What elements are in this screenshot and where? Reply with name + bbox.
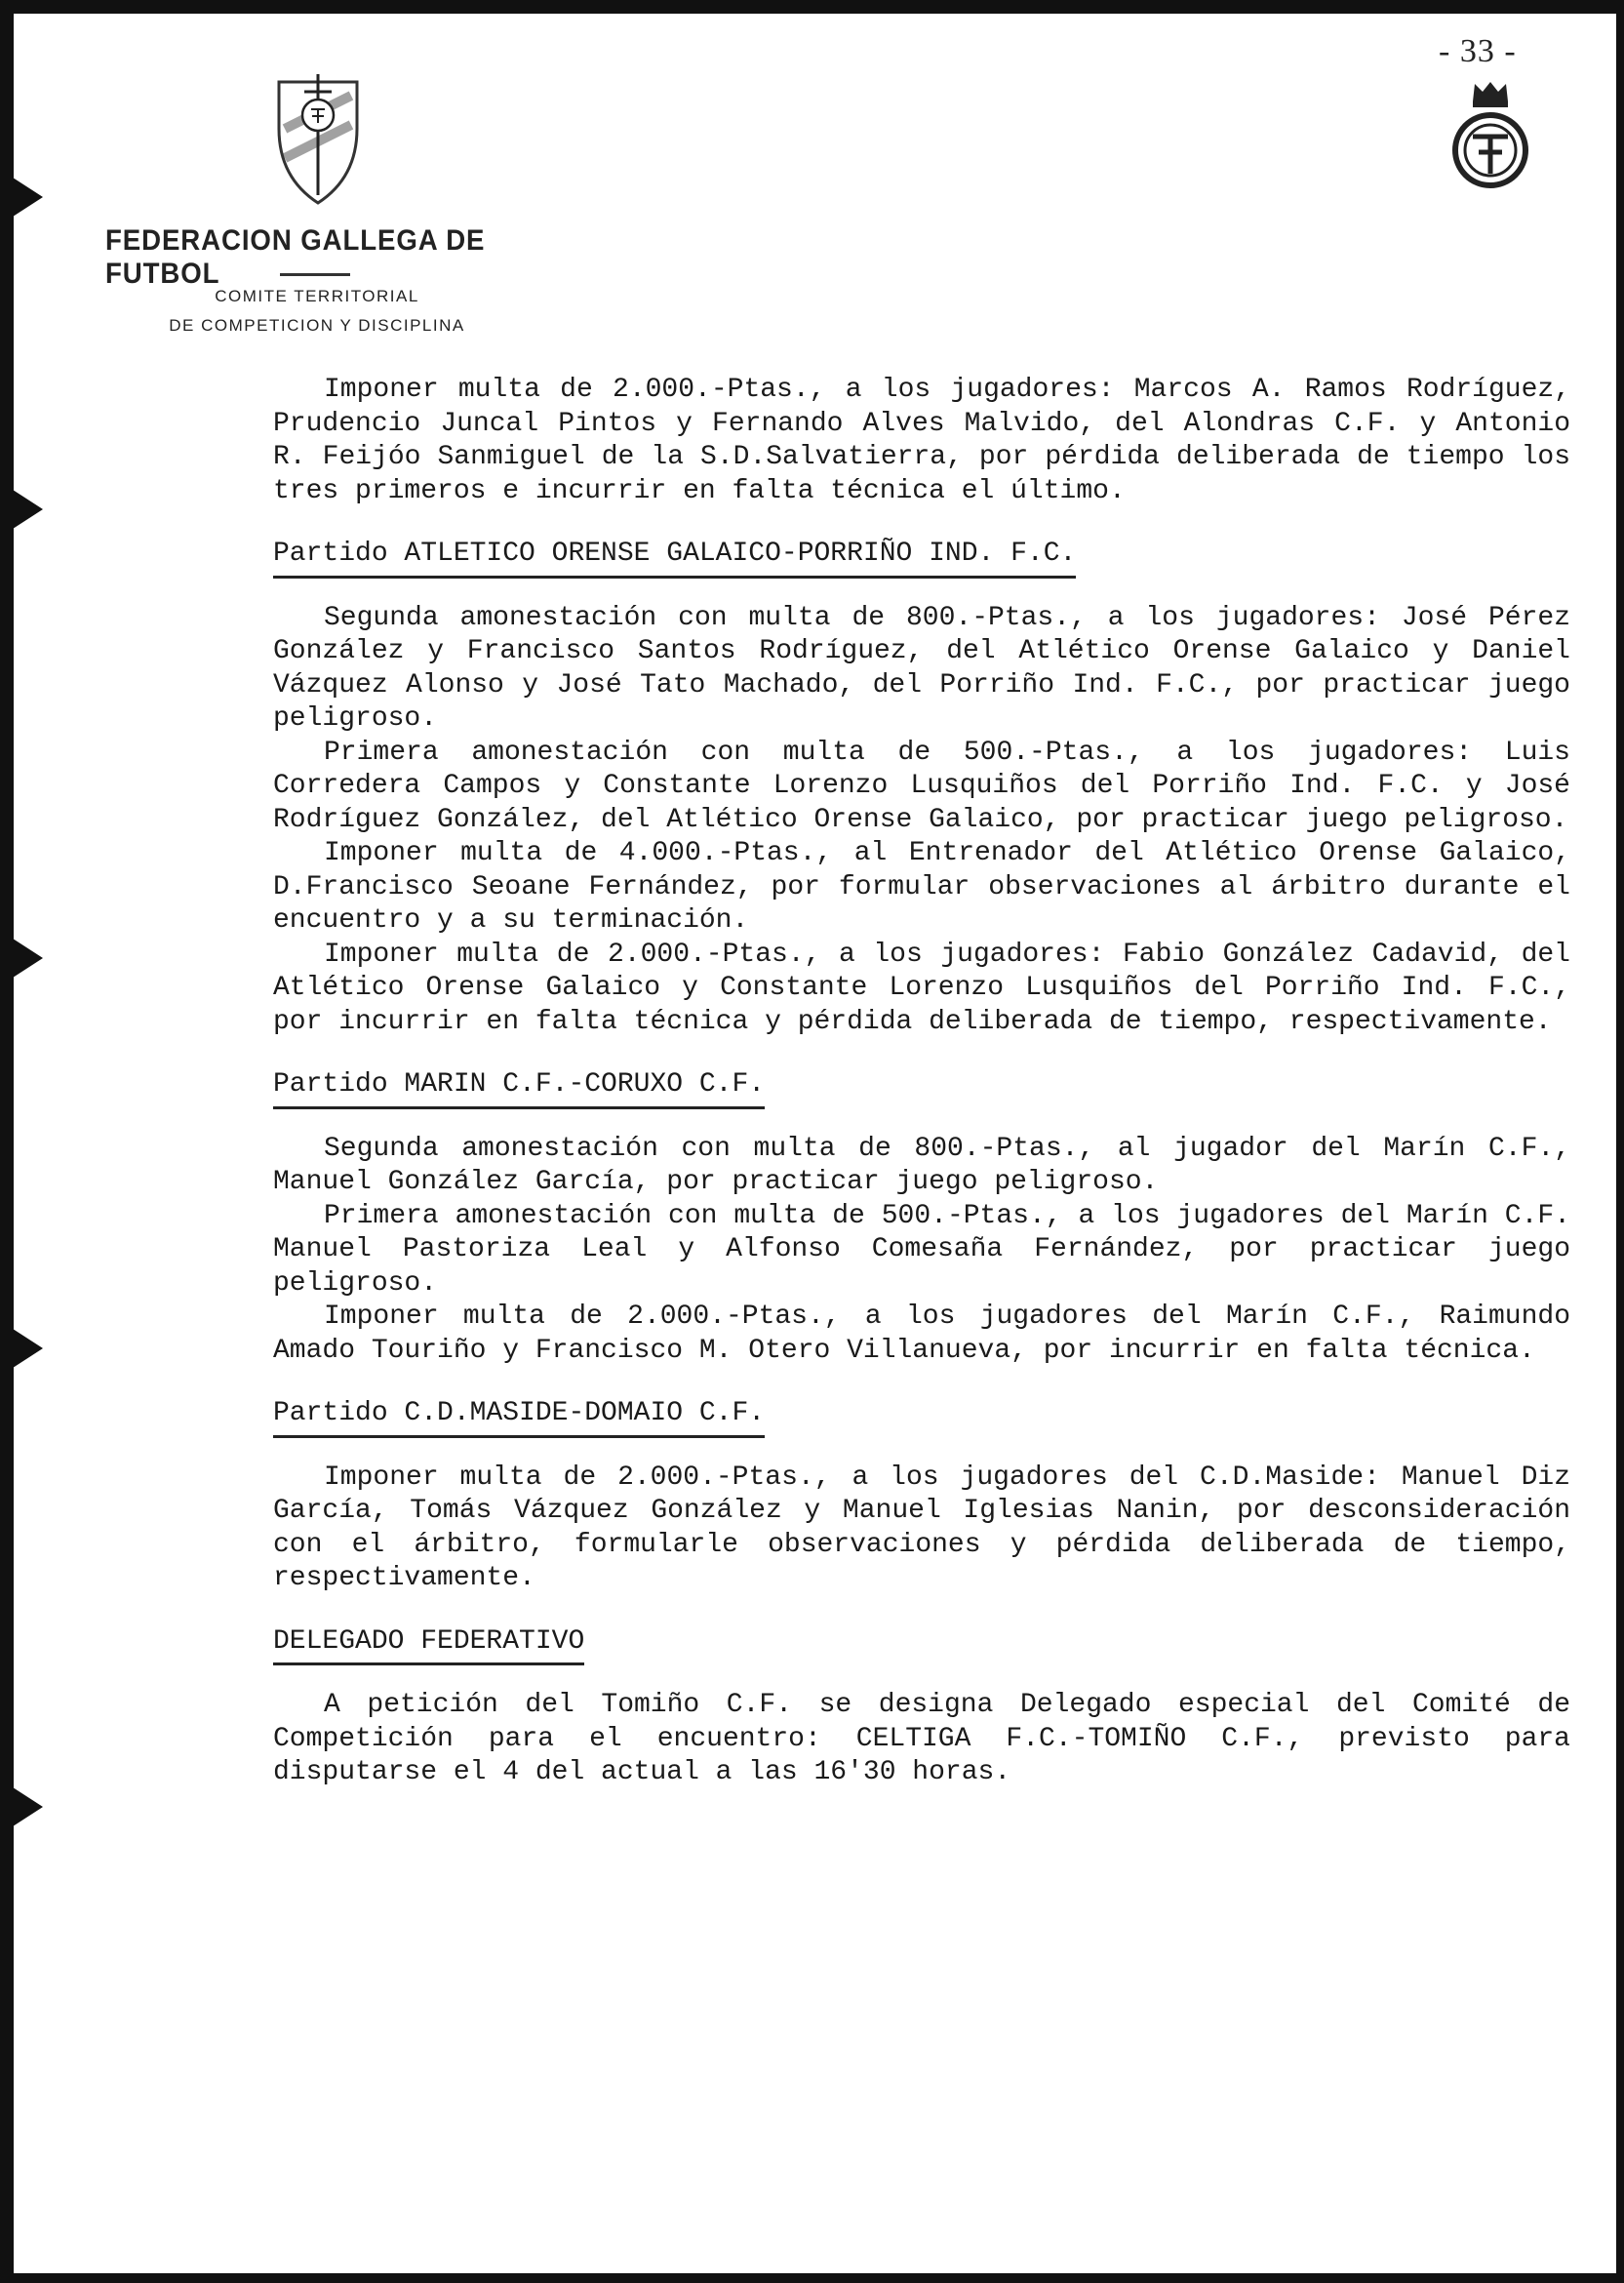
- paragraph: Primera amonestación con multa de 500.-Ptas., a los jugadores del Marín C.F. Manuel Pastoriza Leal y Alfonso Comesaña Fernández, por practicar juego peligroso.: [273, 1200, 1570, 1299]
- paragraph: Imponer multa de 2.000.-Ptas., a los jugadores del Marín C.F., Raimundo Amado Touriño y Francisco M. Otero Villanueva, por incurrir en falta técnica.: [273, 1302, 1570, 1366]
- page-number: - 33 -: [1439, 33, 1517, 69]
- paragraph: Imponer multa de 2.000.-Ptas., a los jugadores: Fabio González Cadavid, del Atlético Orense Galaico y Constante Lorenzo Lusquiños del Porriño Ind. F.C., por incurrir en falta técnica y pérdida deliberada de tiempo, respectivamente.: [273, 939, 1570, 1037]
- scan-border-right: [1616, 0, 1624, 2283]
- committee-line-1: COMITE TERRITORIAL: [215, 287, 419, 305]
- punch-notch: [10, 176, 43, 219]
- scan-border-bottom: [0, 2273, 1624, 2283]
- section-heading: DELEGADO FEDERATIVO: [273, 1625, 584, 1666]
- committee-line-2: DE COMPETICION Y DISCIPLINA: [169, 316, 465, 335]
- scan-border-left: [0, 0, 14, 2283]
- punch-notch: [10, 1327, 43, 1370]
- punch-notch: [10, 1785, 43, 1828]
- document-body: [273, 374, 1570, 1790]
- scan-border-top: [0, 0, 1624, 14]
- section-heading: Partido ATLETICO ORENSE GALAICO-PORRIÑO IND. F.C.: [273, 538, 1076, 579]
- paragraph: Segunda amonestación con multa de 800.-Ptas., a los jugadores: José Pérez González y Francisco Santos Rodríguez, del Atlético Orense Galaico y Daniel Vázquez Alonso y José Tato Machado, del Porriño Ind. F.C., por practicar juego peligroso.: [273, 602, 1570, 734]
- federation-name: FEDERACION GALLEGA DE FUTBOL: [105, 224, 486, 290]
- paragraph: Imponer multa de 4.000.-Ptas., al Entrenador del Atlético Orense Galaico, D.Francisco Seoane Fernández, por formular observaciones al árbitro durante el encuentro y a su terminación.: [273, 838, 1570, 936]
- header-divider: [280, 273, 350, 276]
- punch-notch: [10, 937, 43, 980]
- paragraph: Segunda amonestación con multa de 800.-Ptas., al jugador del Marín C.F., Manuel González García, por practicar juego peligroso.: [273, 1133, 1570, 1197]
- section-heading: Partido MARIN C.F.-CORUXO C.F.: [273, 1068, 765, 1109]
- punch-notch: [10, 488, 43, 531]
- section-heading: Partido C.D.MASIDE-DOMAIO C.F.: [273, 1397, 765, 1438]
- paragraph: Imponer multa de 2.000.-Ptas., a los jugadores del C.D.Maside: Manuel Diz García, Tomás Vázquez González y Manuel Iglesias Nanin, por desconsideración con el árbitro, formularle observaciones y pérdida deliberada de tiempo, respectivamente.: [273, 1462, 1570, 1593]
- intro-paragraph: Imponer multa de 2.000.-Ptas., a los jugadores: Marcos A. Ramos Rodríguez, Prudencio Juncal Pintos y Fernando Alves Malvido, del Alondras C.F. y Antonio R. Feijóo Sanmiguel de la S.D.Salvatierra, por pérdida deliberada de tiempo los tres primeros e incurrir en falta técnica el último.: [273, 375, 1570, 506]
- royal-crest-icon: [1449, 78, 1531, 193]
- paragraph: A petición del Tomiño C.F. se designa Delegado especial del Comité de Competición para el encuentro: CELTIGA F.C.-TOMIÑO C.F., previsto para disputarse el 4 del actual a las 16'30 horas.: [273, 1690, 1570, 1787]
- paragraph: Primera amonestación con multa de 500.-Ptas., a los jugadores: Luis Corredera Campos y Constante Lorenzo Lusquiños del Porriño Ind. F.C. y José Rodríguez González, del Atlético Orense Galaico, por practicar juego peligroso.: [273, 737, 1570, 835]
- federation-shield-emblem-icon: [275, 70, 361, 207]
